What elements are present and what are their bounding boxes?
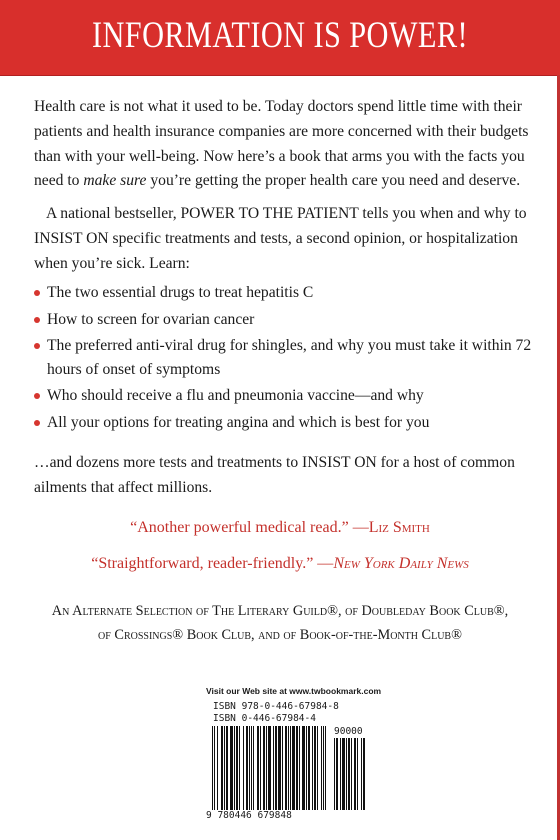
barcode-bar	[221, 726, 223, 810]
quote-text: “Another powerful medical read.” —	[130, 519, 369, 536]
list-item-text: Who should receive a flu and pneumonia vaccine—and why	[47, 387, 424, 404]
list-item	[34, 411, 544, 435]
barcode-bar	[239, 726, 240, 810]
barcode-bar	[363, 738, 365, 810]
intro-text-a: Health care is not what it used to be. Today doctors spend little time with their patients and health insurance companies are more concerned with their budgets than with your well-being. Now here’s a book that arms you with the facts you need to	[34, 98, 529, 190]
barcode-digits: 9 780446 679848	[206, 810, 292, 821]
barcode-bar	[292, 726, 295, 810]
barcode-bar	[308, 726, 310, 810]
website-text: Visit our Web site at www.twbookmark.com	[206, 686, 382, 696]
barcode-bar	[296, 726, 298, 810]
key-points-list	[34, 281, 544, 437]
barcode-bar	[278, 726, 281, 810]
press-quote-1	[0, 519, 560, 537]
barcode-bar	[282, 726, 283, 810]
bestseller-paragraph	[34, 202, 544, 276]
barcode-bar	[226, 726, 228, 810]
quote-text: “Straightforward, reader-friendly.” —	[91, 555, 334, 572]
ean-barcode	[212, 726, 330, 810]
barcode-block	[206, 686, 382, 826]
barcode-bar	[253, 726, 254, 810]
list-item-text: The preferred anti-viral drug for shingles, and why you must take it within 72 hours of onset of symptoms	[47, 337, 532, 378]
list-item	[34, 308, 544, 332]
barcode-bar	[214, 726, 215, 810]
bullet-icon	[34, 317, 40, 323]
barcode-bar	[249, 726, 250, 810]
list-item	[34, 281, 544, 305]
bullet-icon	[34, 393, 40, 399]
list-item-text: The two essential drugs to treat hepatitis C	[47, 284, 314, 301]
barcode-bar	[334, 738, 335, 810]
barcode-bar	[336, 738, 338, 810]
barcode-bar	[275, 726, 277, 810]
barcode-bar	[268, 726, 271, 810]
barcode-bar	[348, 738, 350, 810]
isbn-13: ISBN 978-0-446-67984-8	[213, 701, 339, 712]
barcode-bar	[263, 726, 265, 810]
barcode-bar	[321, 726, 322, 810]
barcode-bar	[288, 726, 289, 810]
barcode-bar	[361, 738, 362, 810]
list-item-text: How to screen for ovarian cancer	[47, 310, 255, 328]
barcode-bar	[285, 726, 287, 810]
bullet-icon	[34, 420, 40, 426]
price-code: 90000	[334, 726, 363, 737]
price-addon-barcode	[334, 738, 374, 810]
barcode-bar	[246, 726, 248, 810]
barcode-bar	[212, 726, 213, 810]
bullet-icon	[34, 343, 40, 349]
barcode-bar	[342, 738, 345, 810]
barcode-bar	[243, 726, 244, 810]
title-banner	[0, 0, 560, 76]
barcode-bar	[302, 726, 305, 810]
barcode-bar	[325, 726, 326, 810]
list-item-text: All your options for treating angina and which is best for you	[47, 413, 430, 431]
bullet-icon	[34, 290, 40, 296]
barcode-bar	[290, 726, 291, 810]
barcode-bar	[251, 726, 252, 810]
barcode-bar	[217, 726, 218, 810]
barcode-bar	[299, 726, 300, 810]
cover-headline: INFORMATION IS POWER!	[91, 15, 469, 56]
intro-emphasis: make sure	[83, 172, 147, 190]
book-club-selection-line-2: of Crossings® Book Club, and of Book-of-the-Month Club®	[98, 627, 462, 643]
barcode-bar	[357, 738, 358, 810]
list-item	[34, 334, 544, 381]
barcode-bar	[257, 726, 259, 810]
barcode-bar	[306, 726, 307, 810]
barcode-bar	[354, 738, 356, 810]
barcode-bar	[260, 726, 261, 810]
intro-text-b: you’re getting the proper health care you need and deserve.	[146, 172, 521, 190]
barcode-bar	[224, 726, 225, 810]
barcode-bar	[234, 726, 235, 810]
barcode-bar	[273, 726, 274, 810]
quote-source: New York Daily News	[333, 555, 469, 572]
press-quote-2	[0, 555, 560, 573]
barcode-bar	[317, 726, 318, 810]
quote-source: Liz Smith	[368, 519, 430, 536]
bestseller-text: A national bestseller, POWER TO THE PATIENT tells you when and why to INSIST ON specific treatments and tests, a second opinion, or hospitalization when you’re sick. Learn:	[34, 205, 527, 272]
book-club-selection-line-1: An Alternate Selection of The Literary Guild®, of Doubleday Book Club®,	[51, 603, 509, 619]
isbn-10: ISBN 0-446-67984-4	[213, 713, 316, 724]
barcode-bar	[346, 738, 347, 810]
barcode-bar	[266, 726, 267, 810]
closing-paragraph: …and dozens more tests and treatments to INSIST ON for a host of common ailments that affect millions.	[34, 454, 515, 496]
list-item	[34, 384, 544, 408]
barcode-bar	[230, 726, 233, 810]
barcode-bar	[314, 726, 316, 810]
barcode-bar	[312, 726, 313, 810]
barcode-bar	[340, 738, 341, 810]
intro-paragraph	[34, 95, 544, 194]
barcode-bar	[236, 726, 238, 810]
barcode-bar	[351, 738, 352, 810]
barcode-bar	[323, 726, 324, 810]
